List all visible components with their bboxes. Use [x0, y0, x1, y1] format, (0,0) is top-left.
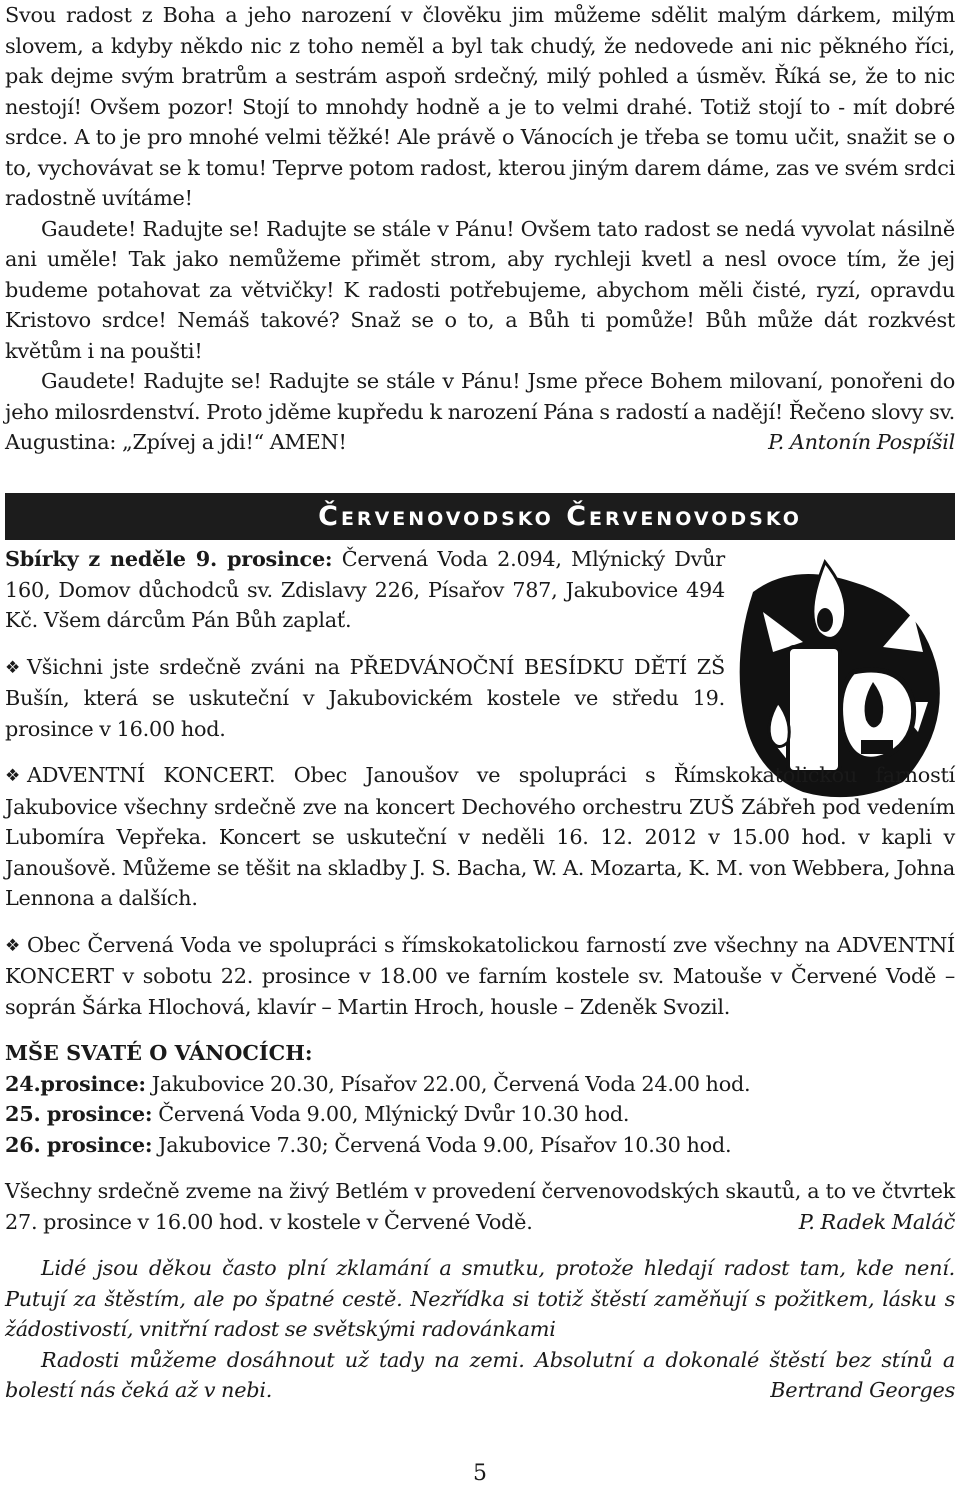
diamond-bullet-icon: ❖ — [5, 935, 20, 956]
intro-paragraph-3-text: Gaudete! Radujte se! Radujte se stále v Pánu! Jsme přece Bohem milovaní, ponořeni do jeho milosrdenství. Proto jděme kupředu k narození Pána s radostí a nadějí! Řečeno slovy sv. Augustina: „Zpívej a jdi!“ AMEN! — [5, 369, 955, 454]
mass-item-1 — [5, 1069, 955, 1100]
diamond-bullet-icon: ❖ — [5, 766, 20, 786]
section-banner: Červenovodsko Červenovodsko — [5, 493, 955, 540]
mass-text-2: Červená Voda 9.00, Mlýnický Dvůr 10.30 hod. — [158, 1102, 630, 1126]
intro-section — [5, 0, 955, 458]
bullet-item-2 — [5, 760, 955, 914]
bullet-text-2: ADVENTNÍ KONCERT. Obec Janoušov ve spolupráci s Římskokatolickou farností Jakubovice všechny srdečně zve na koncert Dechového orchestru ZUŠ Zábřeh pod vedením Lubomíra Vepřeka. Koncert se uskuteční v neděli 16. 12. 2012 v 15.00 hod. v kapli v Janoušově. Můžeme se těšit na skladby J. S. Bacha, W. A. Mozarta, K. M. von Webbera, Johna Lennona a dalších. — [5, 763, 955, 910]
mass-date-3: 26. prosince: — [5, 1131, 153, 1157]
mass-date-1: 24.prosince: — [5, 1070, 146, 1096]
intro-paragraph-2: Gaudete! Radujte se! Radujte se stále v Pánu! Ovšem tato radost se nedá vyvolat násilně ani uměle! Tak jako nemůžeme přimět strom, aby rychleji kvetl a nesl ovoce tím, že jej budeme potahovat za větvičky! K radosti potřebujeme, abychom měli čisté, ryzí, opravdu Kristovo srdce! Nemáš takové? Snaž se o to, a Bůh ti pomůže! Bůh může dát rozkvést květům i na poušti! — [5, 216, 955, 363]
intro-paragraph-1: Svou radost z Boha a jeho narození v člověku jim můžeme sdělit malým dárkem, milým slovem, a kdyby někdo nic z toho neměl a byl tak chudý, že nedovede ani nic pěkného říci, pak dejme svým bratrům a sestrám aspoň srdečný, milý pohled a úsměv. Říká se, že to nic nestojí! Ovšem pozor! Stojí to mnohdy hodně a je to velmi drahé. Totiž stojí to - mít dobré srdce. A to je pro mnohé velmi těžké! Ale právě o Vánocích je třeba se tomu učit, snažit se o to, vychovávat se k tomu! Teprve potom radost, kterou jiným darem dáme, zas ve svém srdci radostně uvítáme! — [5, 3, 955, 210]
masses-heading: MŠE SVATÉ O VÁNOCÍCH: — [5, 1040, 313, 1065]
betlem-text: Všechny srdečně zveme na živý Betlém v provedení červenovodských skautů, a to ve čtvrtek 27. prosince v 16.00 hod. v kostele v Červené Vodě. — [5, 1179, 955, 1234]
quote-text-2: Radosti můžeme dosáhnout už tady na zemi. Absolutní a dokonalé štěstí bez stínů a bolestí nás čeká až v nebi. — [5, 1347, 955, 1402]
mass-text-3: Jakubovice 7.30; Červená Voda 9.00, Písařov 10.30 hod. — [158, 1132, 732, 1157]
bullet-text-1: Všichni jste srdečně zváni na PŘEDVÁNOČNÍ BESÍDKU DĚTÍ ZŠ Bušín, která se uskuteční v Jakubovickém kostele ve středu 19. prosince v 16.00 hod. — [5, 654, 725, 741]
intro-signature: P. Antonín Pospíšil — [768, 430, 955, 454]
quote-paragraph-1: Lidé jsou děkou často plní zklamání a smutku, protože hledají radost tam, kde není. Putují za štěstím, ale po špatné cestě. Nezřídka si totiž štěstí zaměňují s požitkem, lásku s žádostivostí, vnitřní radost se světskými radovánkami — [5, 1256, 955, 1341]
mass-date-2: 25. prosince: — [5, 1101, 153, 1126]
mass-text-1: Jakubovice 20.30, Písařov 22.00, Červená Voda 24.00 hod. — [151, 1071, 751, 1096]
betlem-signature: P. Radek Maláč — [798, 1209, 955, 1234]
quote-paragraph-2 — [5, 1345, 955, 1406]
bullet-item-3 — [5, 930, 955, 1023]
quote-author: Bertrand Georges — [770, 1378, 955, 1402]
bullet-text-3: Obec Červená Voda ve spolupráci s římskokatolickou farností zve všechny na ADVENTNÍ KONCERT v sobotu 22. prosince v 18.00 ve farním kostele sv. Matouše v Červené Vodě – soprán Šárka Hlochová, klavír – Martin Hroch, housle – Zdeněk Svozil. — [5, 932, 955, 1019]
mass-item-3 — [5, 1130, 955, 1161]
intro-paragraph-3 — [5, 366, 955, 458]
mass-item-2 — [5, 1099, 955, 1130]
bullet-item-1 — [5, 652, 725, 745]
parish-news — [5, 544, 955, 1406]
collections-label: Sbírky z neděle 9. prosince: — [5, 546, 333, 571]
diamond-bullet-icon: ❖ — [5, 657, 20, 678]
collections-paragraph — [5, 544, 725, 636]
page-number: 5 — [473, 1461, 487, 1486]
collections-text: Červená Voda 2.094, Mlýnický Dvůr 160, Domov důchodců sv. Zdislavy 226, Písařov 787, Jakubovice 494 Kč. Všem dárcům Pán Bůh zaplať. — [5, 547, 725, 632]
betlem-paragraph — [5, 1176, 955, 1237]
